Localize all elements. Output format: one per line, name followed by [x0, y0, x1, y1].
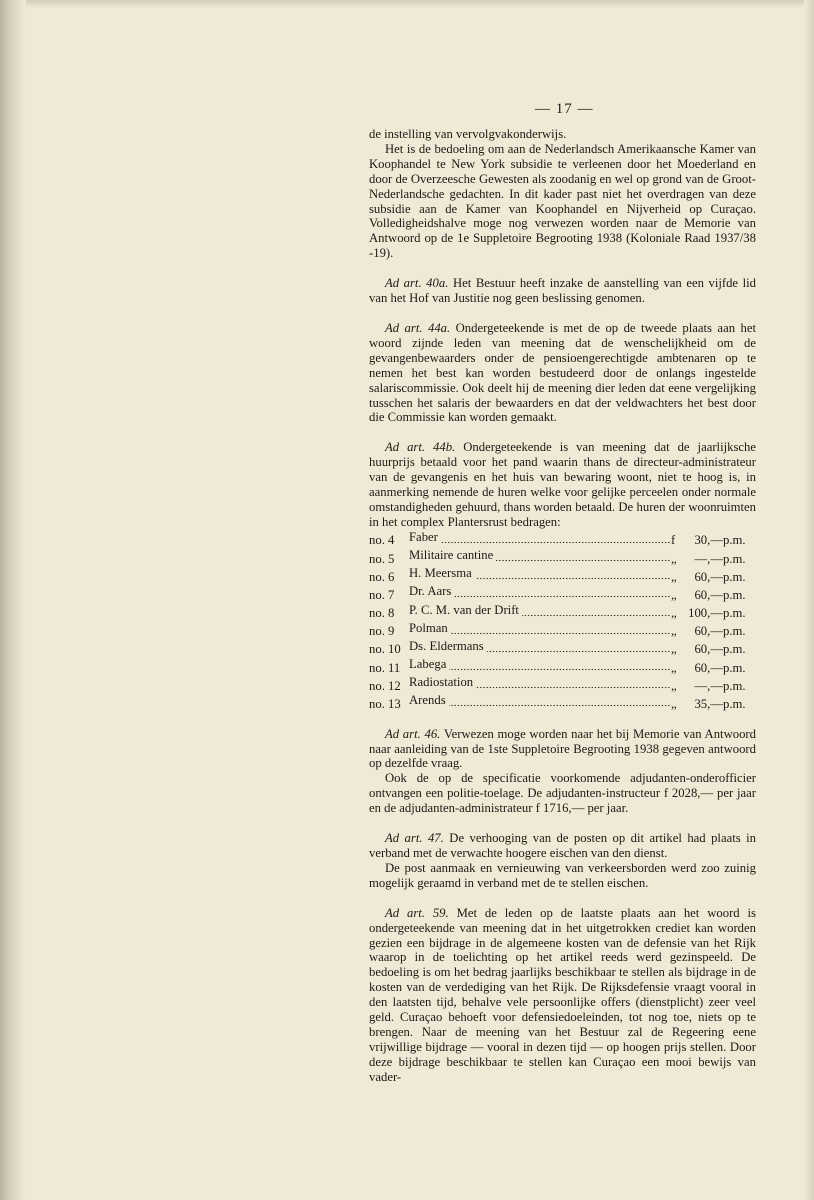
rent-row — [369, 675, 756, 693]
rent-row-number: no. 12 — [369, 678, 401, 693]
rent-row-currency: f — [671, 533, 676, 548]
art-44a-label: Ad art. 44a. — [385, 320, 451, 335]
art-44b-text: Ondergeteekende is van meening dat de jaarlijksche huurprijs betaald voor het pand waarin thans de directeur-administrateur van de gevangenis en het huis van bewaring woont, niet te hoog is, in aanmerking nemende de huren welke voor gelijke perceelen onder normale omstandigheden gehuurd, thans worden betaald. De huren der woonruimten in het complex Plantersrust bedragen: — [369, 440, 757, 529]
rent-row — [369, 657, 756, 675]
rent-row-currency: „ — [671, 624, 677, 639]
rent-row-period: p.m. — [723, 697, 746, 712]
rent-row-currency: „ — [671, 660, 677, 675]
rent-row-name — [409, 603, 671, 621]
rent-row-currency: „ — [671, 697, 677, 712]
art-44a-text: Ondergeteekende is met de op de tweede plaats aan het woord zijnde leden van meening dat de wenschelijkheid om de gevangenbewaarders onder de pensioengerechtigde ambtenaren op te nemen het best kan worden bestudeerd door de onlangs ingestelde salariscommissie. Ook deelt hij de meening dier leden dat eene vergelijking tusschen het salaris der bewaarders en dat der veldwachters het best door die Commissie kan worden gemaakt. — [369, 320, 756, 425]
rent-row-amount: 60,— — [694, 587, 723, 602]
rent-row — [369, 548, 756, 566]
rent-row-period: p.m. — [723, 533, 746, 548]
rent-row-name-label: H. Meersma — [409, 566, 475, 581]
rent-row-period: p.m. — [723, 678, 746, 693]
paragraph-art-47 — [369, 831, 756, 861]
rent-row-name-label: Ds. Eldermans — [409, 639, 487, 654]
art-40a-text: Het Bestuur heeft inzake de aanstelling van een vijfde lid van het Hof van Justitie nog geen beslissing genomen. — [369, 276, 757, 306]
rent-row-name — [409, 693, 671, 711]
rent-row-name-label: Polman — [409, 621, 451, 636]
rent-row-name — [409, 566, 671, 584]
rent-row-currency: „ — [671, 569, 677, 584]
binding-shadow — [0, 0, 26, 1200]
page-top-edge — [0, 0, 814, 8]
rent-row-number: no. 9 — [369, 624, 395, 639]
paragraph-art-46-cont: Ook de op de specificatie voorkomende adjudanten-onderofficier ontvangen een politie-toelage. De adjudanten-instructeur f 2028,— per jaar en de adjudanten-administrateur f 1716,— per jaar. — [369, 771, 756, 816]
rent-row-number: no. 10 — [369, 642, 401, 657]
rent-row-name-label: Radiostation — [409, 675, 476, 690]
rent-row-amount: 30,— — [694, 533, 723, 548]
art-44b-label: Ad art. 44b. — [385, 440, 456, 455]
rent-row — [369, 530, 756, 548]
rent-row-number: no. 4 — [369, 533, 395, 548]
rent-row-period: p.m. — [723, 587, 746, 602]
rent-row-amount: —,— — [694, 551, 723, 566]
rent-row-amount: —,— — [694, 678, 723, 693]
rent-row-name-label: Faber — [409, 530, 441, 545]
rent-row — [369, 621, 756, 639]
rent-row-name-label: Labega — [409, 657, 449, 672]
rent-row-name-label: Dr. Aars — [409, 584, 454, 599]
rent-row — [369, 566, 756, 584]
rent-row-name — [409, 657, 671, 675]
rent-row-number: no. 11 — [369, 660, 401, 675]
paragraph-art-44a — [369, 321, 756, 425]
rent-table-body — [369, 530, 756, 712]
art-46-text: Verwezen moge worden naar het bij Memorie van Antwoord naar aanleiding van de 1ste Suppletoire Begrooting 1938 gegeven antwoord op dezelfde vraag. — [369, 726, 756, 771]
rent-row — [369, 693, 756, 711]
rent-row-name — [409, 548, 671, 566]
rent-row — [369, 584, 756, 602]
page-right-edge — [804, 0, 814, 1200]
art-47-text: De verhooging van de posten op dit artikel had plaats in verband met de verwachte hoogere eischen van den dienst. — [369, 831, 756, 860]
rent-row-number: no. 5 — [369, 551, 395, 566]
rent-row-amount: 60,— — [694, 642, 723, 657]
art-59-text: Met de leden op de laatste plaats aan het woord is ondergeteekende van meening dat in het uitgetrokken crediet kan worden gezien een bijdrage in de algemeene kosten van de defensie van het Rijk waarop in de toelichting op het artikel reeds werd gezinspeeld. De bedoeling is om het bedrag jaarlijks beschikbaar te stellen als bijdrage in de kosten van de verdediging van het Rijk. De Rijksdefensie vraagt vooral in den laatsten tijd, behalve vele persoonlijke offers (dienstplicht) zeer veel geld. Curaçao behoeft voor defensiedoeleinden, tot nog toe, niets op te brengen. Naar de meening van het Bestuur zal de Regeering eene vrijwillige bijdrage — vooral in dezen tijd — op hoogen prijs stellen. Door deze bijdrage beschikbaar te stellen kan Curaçao een mooi bewijs van vader- — [369, 905, 756, 1084]
art-59-label: Ad art. 59. — [385, 905, 449, 920]
paragraph-art-47-cont: De post aanmaak en vernieuwing van verkeersborden werd zoo zuinig mogelijk geraamd in verband met de te stellen eischen. — [369, 860, 756, 890]
rent-row-period: p.m. — [723, 569, 746, 584]
rent-row-name — [409, 639, 671, 657]
rent-row-name — [409, 675, 671, 693]
rent-row-name-label: P. C. M. van der Drift — [409, 603, 522, 618]
rent-row-number: no. 13 — [369, 697, 401, 712]
rent-row-amount: 35,— — [694, 697, 723, 712]
rent-row-currency: „ — [671, 551, 677, 566]
rent-row-period: p.m. — [723, 624, 746, 639]
rent-row-number: no. 7 — [369, 587, 395, 602]
rent-row-name-label: Militaire cantine — [409, 548, 496, 563]
paragraph-art-46 — [369, 727, 756, 772]
rent-row-name — [409, 621, 671, 639]
rent-row-currency: „ — [671, 642, 677, 657]
rent-row-currency: „ — [671, 587, 677, 602]
rent-row-amount: 60,— — [694, 660, 723, 675]
rent-row-amount: 60,— — [694, 624, 723, 639]
rent-row-name-label: Arends — [409, 693, 449, 708]
rent-row — [369, 603, 756, 621]
art-46-label: Ad art. 46. — [385, 726, 441, 741]
rent-row-number: no. 8 — [369, 606, 395, 621]
rent-row-amount: 60,— — [694, 569, 723, 584]
paragraph-1: de instelling van vervolgvakonderwijs. — [369, 127, 567, 141]
rent-row-number: no. 6 — [369, 569, 395, 584]
rent-row — [369, 639, 756, 657]
rent-row-period: p.m. — [723, 642, 746, 657]
rent-row-name — [409, 584, 671, 602]
page-number: — 17 — — [535, 101, 594, 117]
paragraph-2: Het is de bedoeling om aan de Nederlandsch Amerikaansche Kamer van Koophandel te New York subsidie te verleenen door het Moederland en door de Overzeesche Gewesten als zoodanig en wel op grond van de Groot-Nederlandsche gedachten. In dit kader past niet het overdragen van deze subsidie aan de Kamer van Koophandel en Nijverheid op Curaçao. Volledigheidshalve moge nog verwezen worden naar de Memorie van Antwoord op de 1e Suppletoire Begrooting 1938 (Koloniale Raad 1937/38 -19). — [369, 141, 756, 261]
document-body — [369, 127, 756, 1085]
rent-row-name — [409, 530, 671, 548]
rent-row-amount: 100,— — [688, 606, 723, 621]
rent-table — [369, 530, 756, 712]
rent-row-period: p.m. — [723, 551, 746, 566]
paragraph-art-59 — [369, 906, 756, 1085]
rent-row-currency: „ — [671, 606, 677, 621]
art-47-label: Ad art. 47. — [385, 831, 444, 846]
rent-row-currency: „ — [671, 678, 677, 693]
rent-row-period: p.m. — [723, 606, 746, 621]
rent-row-period: p.m. — [723, 660, 746, 675]
art-40a-label: Ad art. 40a. — [385, 276, 449, 291]
paragraph-art-44b — [369, 440, 756, 529]
paragraph-art-40a — [369, 276, 756, 306]
